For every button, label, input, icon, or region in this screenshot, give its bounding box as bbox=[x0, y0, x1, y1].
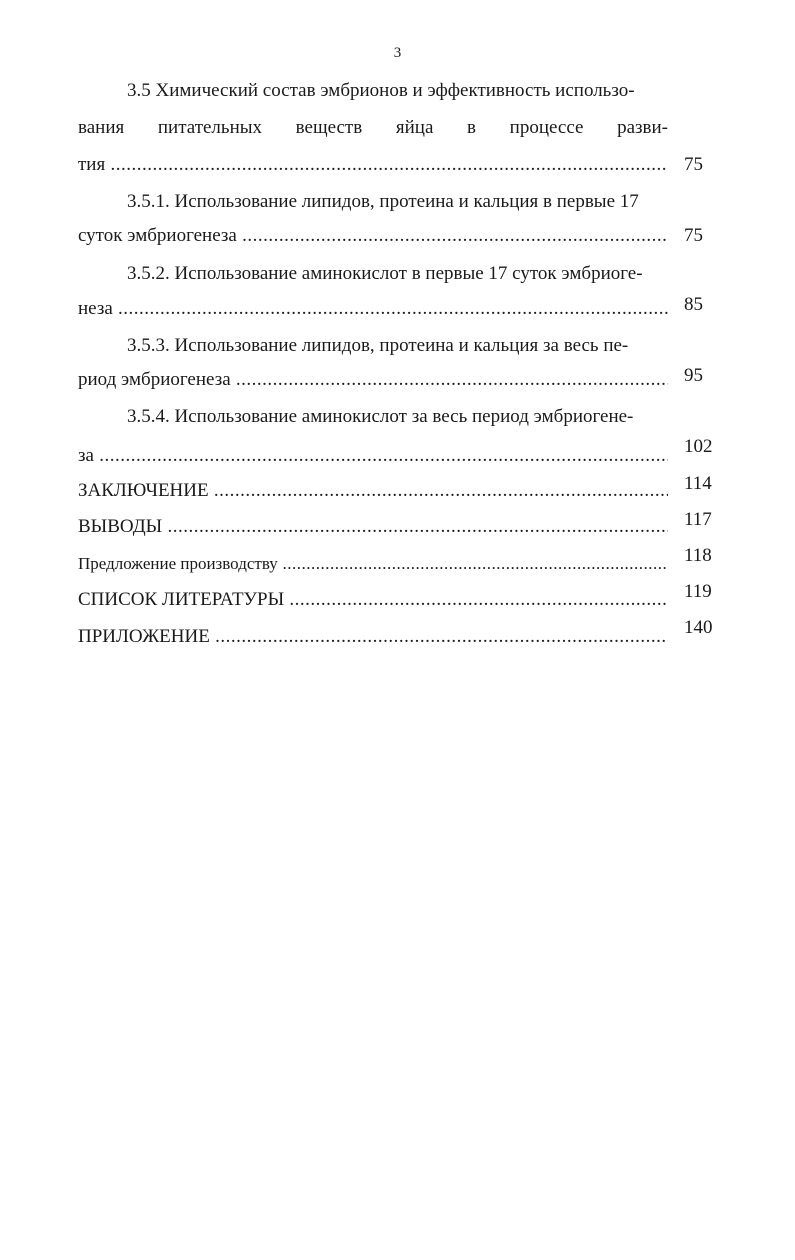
toc-entry-3-5-line2-text: вания питательных веществ яйца в процессе разви- bbox=[78, 117, 668, 138]
toc-entry-3-5-1-page: 75 bbox=[684, 225, 703, 246]
toc-entry-3-5-2-line1: 3.5.2. Использование аминокислот в первые 17 суток эмбриоге- bbox=[127, 263, 643, 284]
toc-entry-proposal-page: 118 bbox=[684, 545, 712, 566]
toc-entry-conclusion-line bbox=[78, 478, 668, 504]
toc-entry-references-page: 119 bbox=[684, 581, 712, 602]
toc-entry-3-5-4-line2 bbox=[78, 443, 668, 469]
toc-entry-3-5-3-line2-text: риод эмбриогенеза ..... bbox=[78, 369, 668, 390]
toc-entry-references-label: СПИСОК ЛИТЕРАТУРЫ ..... bbox=[78, 589, 668, 610]
toc-entry-3-5-page: 75 bbox=[684, 154, 703, 175]
toc-entry-references-line bbox=[78, 587, 668, 613]
toc-entry-3-5-line3-text: тия ..... bbox=[78, 154, 668, 175]
toc-entry-3-5-4-line2-text: за ..... bbox=[78, 445, 668, 466]
toc-entry-proposal-line bbox=[78, 551, 668, 577]
toc-entry-3-5-3-line1: 3.5.3. Использование липидов, протеина и кальция за весь пе- bbox=[127, 335, 629, 356]
toc-entry-conclusion-label: ЗАКЛЮЧЕНИЕ ..... bbox=[78, 480, 668, 501]
toc-entry-appendix-line bbox=[78, 624, 668, 650]
toc-entry-3-5-line3 bbox=[78, 152, 668, 178]
page-number: 3 bbox=[393, 45, 402, 61]
toc-entry-3-5-1-line2 bbox=[78, 223, 668, 249]
toc-entry-3-5-3-page: 95 bbox=[684, 365, 703, 386]
toc-entry-3-5-2-line2 bbox=[78, 296, 668, 322]
toc-entry-3-5-1-line1: 3.5.1. Использование липидов, протеина и кальция в первые 17 bbox=[127, 191, 639, 212]
toc-entry-findings-page: 117 bbox=[684, 509, 712, 530]
toc-entry-3-5-2-line2-text: неза ..... bbox=[78, 298, 668, 319]
toc-entry-3-5-1-line2-text: суток эмбриогенеза ..... bbox=[78, 225, 668, 246]
toc-entry-3-5-line2 bbox=[78, 115, 668, 141]
toc-entry-conclusion-page: 114 bbox=[684, 473, 712, 494]
toc-entry-findings-line bbox=[78, 514, 668, 540]
toc-entry-3-5-2-page: 85 bbox=[684, 294, 703, 315]
toc-entry-proposal-label: Предложение производству ..... bbox=[78, 554, 668, 573]
toc-entry-3-5-4-line1: 3.5.4. Использование аминокислот за весь период эмбриогене- bbox=[127, 406, 634, 427]
toc-entry-appendix-page: 140 bbox=[684, 617, 713, 638]
toc-entry-3-5-3-line2 bbox=[78, 367, 668, 393]
toc-entry-appendix-label: ПРИЛОЖЕНИЕ ..... bbox=[78, 626, 668, 647]
toc-entry-findings-label: ВЫВОДЫ ..... bbox=[78, 516, 668, 537]
toc-entry-3-5-4-page: 102 bbox=[684, 436, 713, 457]
toc-entry-3-5-line1: 3.5 Химический состав эмбрионов и эффективность использо- bbox=[127, 80, 635, 101]
